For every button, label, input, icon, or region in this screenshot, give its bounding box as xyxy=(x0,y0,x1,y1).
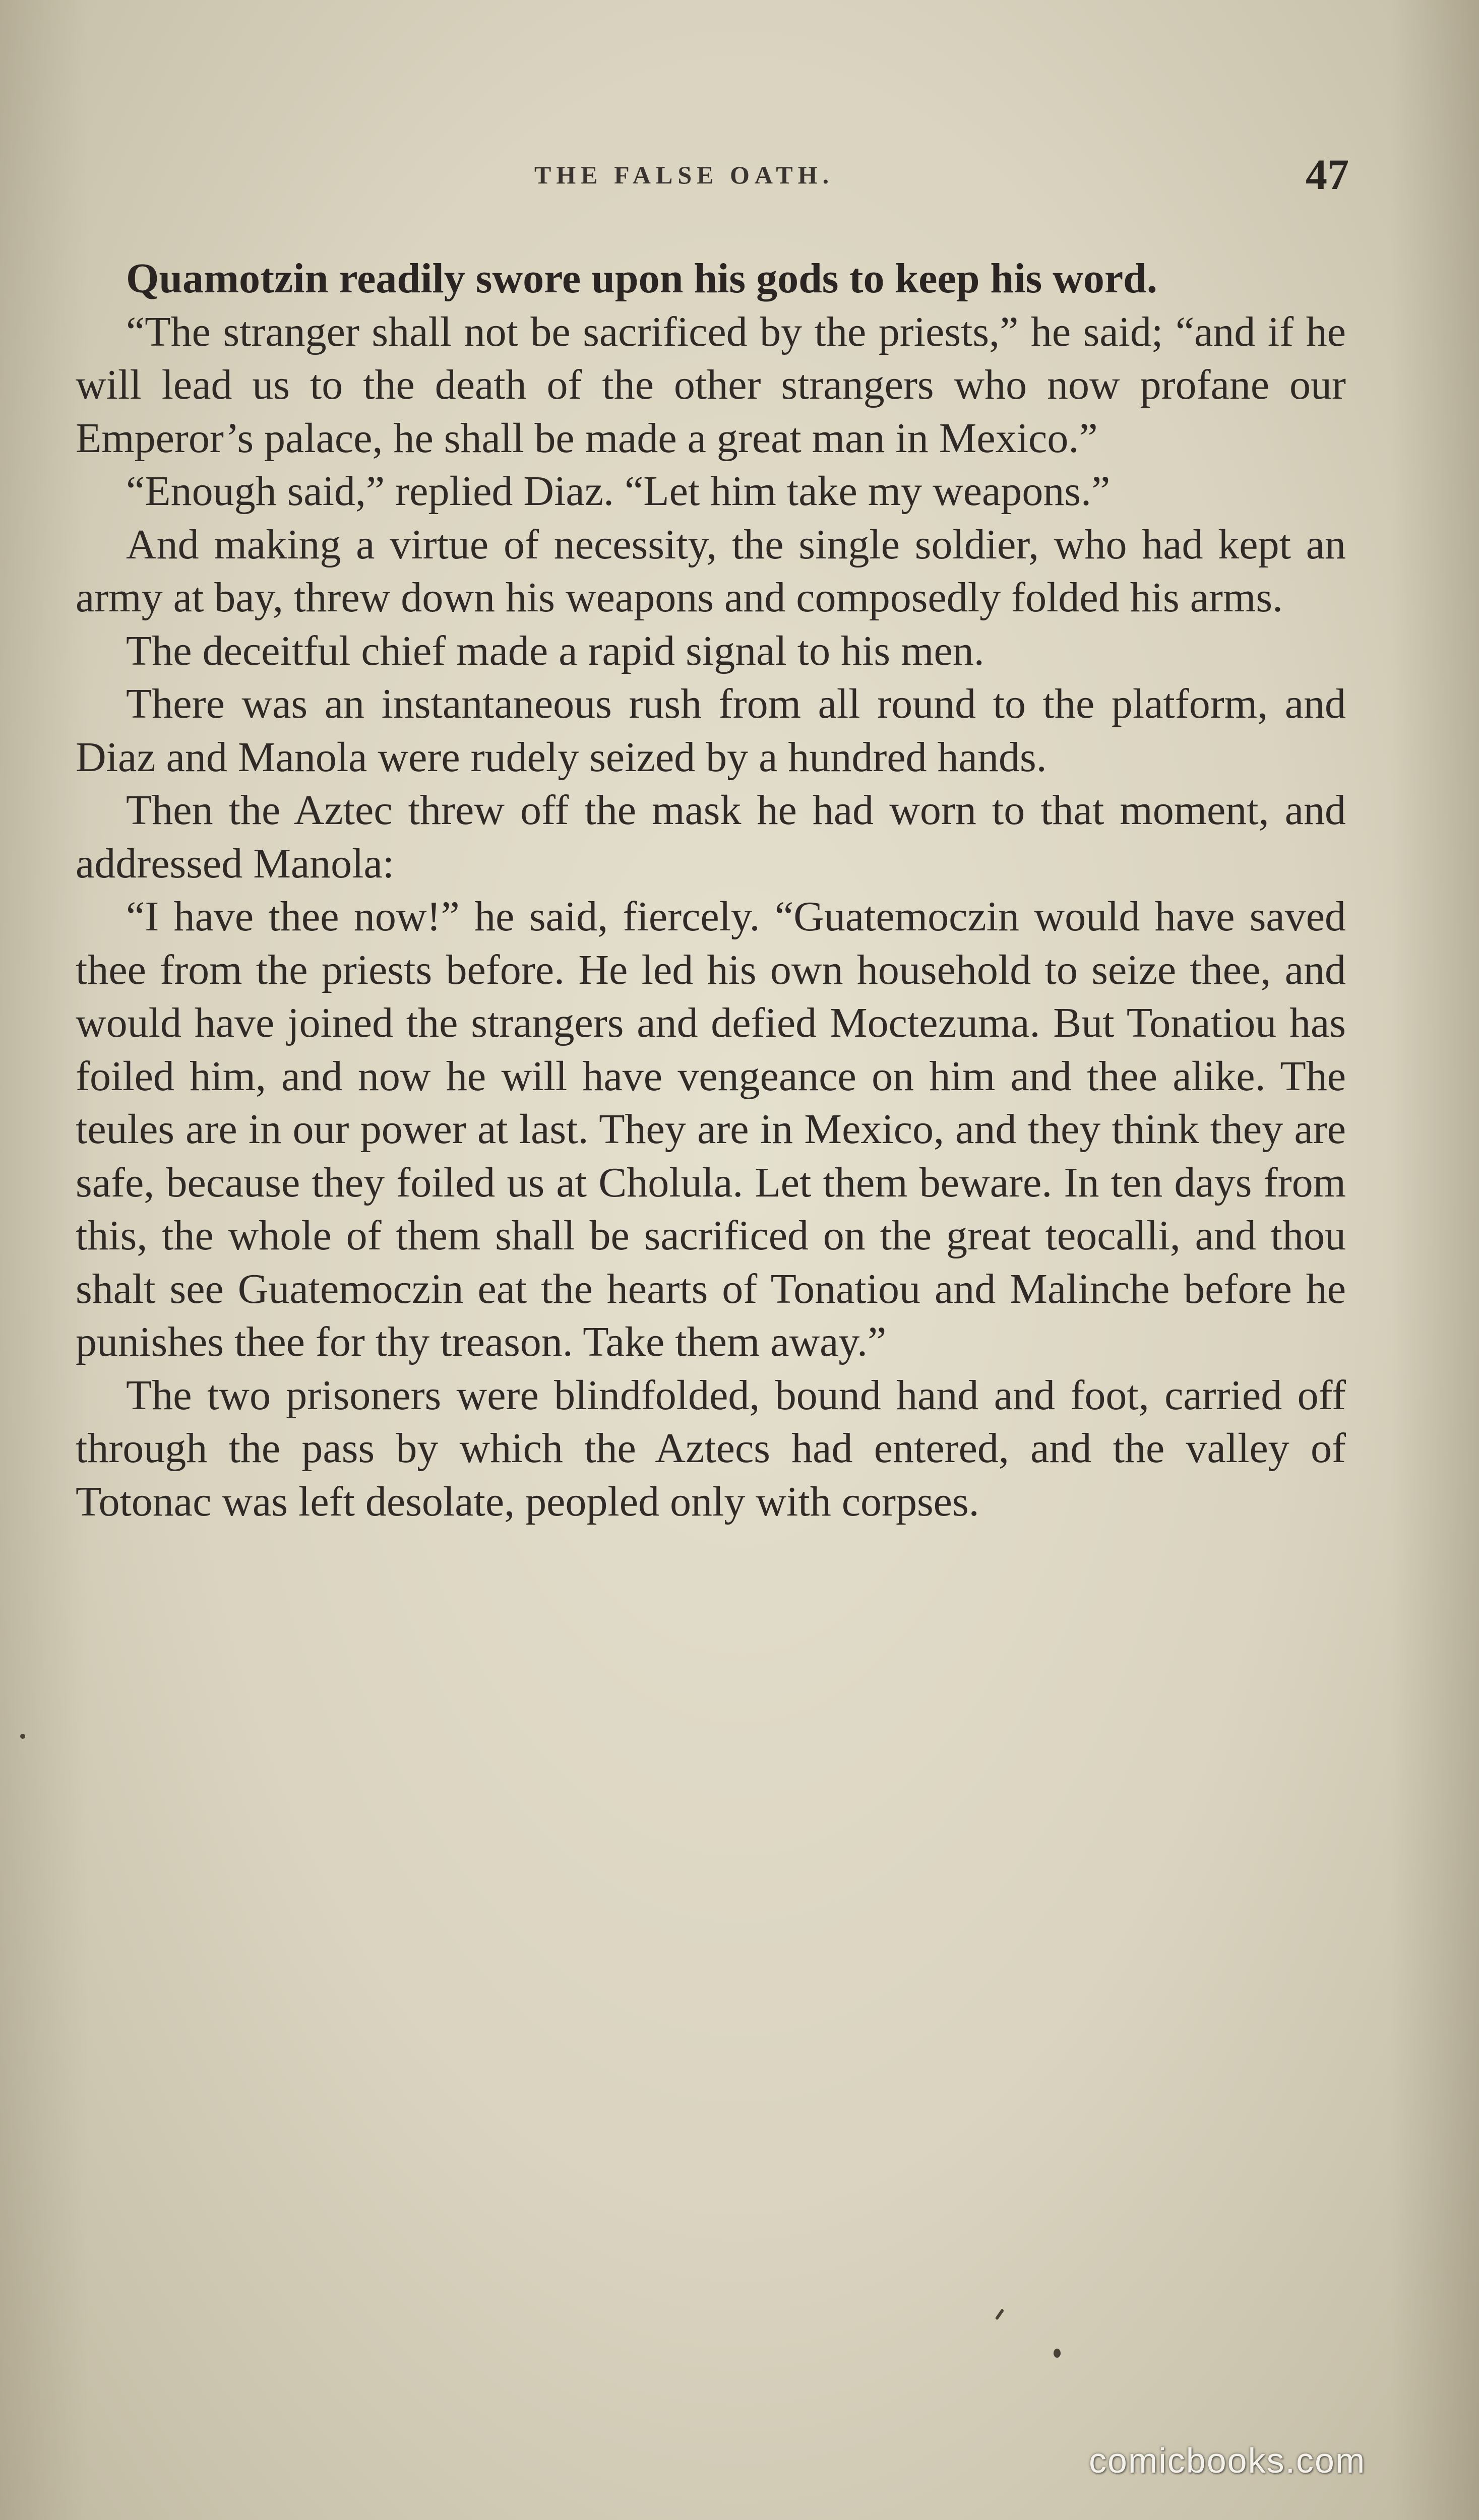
paragraph-5: The deceitful chief made a rapid signal to his men. xyxy=(126,627,984,674)
paragraph-6: There was an instantaneous rush from all round to the platform, and Diaz and Manola were rudely seized by a hundred hands. xyxy=(76,680,1346,781)
watermark: comicbooks.com xyxy=(1089,2441,1366,2480)
paragraph-7: Then the Aztec threw off the mask he had worn to that moment, and addressed Manola: xyxy=(76,787,1346,887)
paragraph-1: Quamotzin readily swore upon his gods to keep his word. xyxy=(126,255,1157,302)
paper-speck xyxy=(20,1734,25,1739)
body-text xyxy=(76,252,1346,1528)
running-head: THE FALSE OATH. xyxy=(534,161,834,189)
paragraph-4: And making a virtue of necessity, the single soldier, who had kept an army at bay, threw down his weapons and composedly folded his arms. xyxy=(76,521,1346,621)
paper-speck xyxy=(995,2308,1005,2320)
paragraph-8: “I have thee now!” he said, fiercely. “Guatemoczin would have saved thee from the priests before. He led his own household to seize thee, and would have joined the strangers and defied Moctezuma. But Tonatiou has foiled him, and now he will have vengeance on him and thee alike. The teules are in our power at last. They are in Mexico, and they think they are safe, because they foiled us at Cholula. Let them beware. In ten days from this, the whole of them shall be sacrificed on the great teocalli, and thou shalt see Guatemoczin eat the hearts of Tonatiou and Malinche before he punishes thee for thy treason. Take them away.” xyxy=(76,893,1346,1365)
paragraph-3: “Enough said,” replied Diaz. “Let him take my weapons.” xyxy=(126,468,1111,515)
paragraph-9: The two prisoners were blindfolded, bound hand and foot, carried off through the pass by which the Aztecs had entered, and the valley of Totonac was left desolate, peopled only with corpses. xyxy=(76,1371,1346,1525)
paragraph-2: “The stranger shall not be sacrificed by the priests,” he said; “and if he will lead us to the death of the other strangers who now profane our Emperor’s palace, he shall be made a great man in Mexico.” xyxy=(76,308,1346,462)
paper-speck xyxy=(1054,2349,1061,2358)
page-number: 47 xyxy=(1306,150,1349,199)
